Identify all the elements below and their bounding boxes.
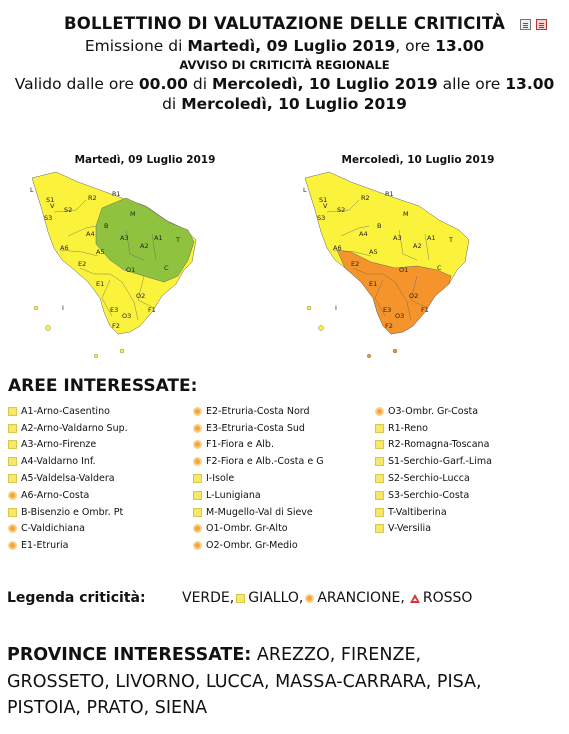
emission-line: Emissione di Martedì, 09 Luglio 2019, ore 13.00 (84, 37, 485, 55)
orange-circle-icon (8, 541, 17, 550)
yellow-square-icon (8, 508, 17, 517)
yellow-square-icon (8, 424, 17, 433)
orange-circle-icon (193, 541, 202, 550)
legend-label: Legenda criticità: (7, 590, 146, 606)
svg-text:S3: S3 (317, 214, 326, 222)
svg-text:R2: R2 (88, 194, 97, 202)
area-item: R2-Romagna-Toscana (375, 437, 492, 454)
svg-text:R2: R2 (361, 194, 370, 202)
validity-line-2: di Mercoledì, 10 Luglio 2019 (162, 95, 407, 113)
map-label-day1: Martedì, 09 Luglio 2019 (74, 154, 216, 166)
area-item: O1-Ombr. Gr-Alto (193, 521, 324, 538)
svg-text:R1: R1 (112, 190, 121, 198)
svg-text:E2: E2 (78, 260, 87, 268)
svg-text:L: L (30, 186, 34, 194)
orange-circle-icon (305, 594, 314, 603)
svg-text:O2: O2 (409, 292, 419, 300)
emission-date: Martedì, 09 Luglio 2019 (187, 37, 396, 55)
bulletin-title: BOLLETTINO DI VALUTAZIONE DELLE CRITICITÀ (63, 14, 506, 33)
yellow-square-icon (375, 474, 384, 483)
area-item: O2-Ombr. Gr-Medio (193, 537, 324, 554)
areas-column-1 (8, 403, 128, 554)
yellow-square-icon (8, 440, 17, 449)
validity-line-1: Valido dalle ore 00.00 di Mercoledì, 10 Luglio 2019 alle ore 13.00 (14, 75, 555, 93)
yellow-square-icon (193, 491, 202, 500)
areas-title: AREE INTERESSATE: (8, 376, 198, 396)
area-item: S2-Serchio-Lucca (375, 470, 492, 487)
svg-text:O1: O1 (399, 266, 409, 274)
area-item: A4-Valdarno Inf. (8, 453, 128, 470)
svg-text:L: L (303, 186, 307, 194)
emission-time: 13.00 (435, 37, 485, 55)
area-item: O3-Ombr. Gr-Costa (375, 403, 492, 420)
legend (7, 590, 472, 606)
yellow-square-icon (8, 457, 17, 466)
legend-arancione: ARANCIONE, (303, 590, 404, 606)
tuscany-map-day1[interactable] (26, 170, 202, 365)
area-item: R1-Reno (375, 420, 492, 437)
orange-circle-icon (375, 407, 384, 416)
svg-text:E2: E2 (351, 260, 360, 268)
svg-text:E1: E1 (96, 280, 105, 288)
svg-text:V: V (50, 202, 55, 210)
orange-circle-icon (193, 424, 202, 433)
areas-column-2 (193, 403, 324, 554)
alert-type: AVVISO DI CRITICITÀ REGIONALE (179, 58, 390, 72)
area-item: S3-Serchio-Costa (375, 487, 492, 504)
yellow-square-icon (375, 524, 384, 533)
svg-text:V: V (323, 202, 328, 210)
svg-text:S3: S3 (44, 214, 53, 222)
legend-verde: VERDE, (182, 590, 235, 606)
area-item: M-Mugello-Val di Sieve (193, 504, 324, 521)
svg-text:A4: A4 (86, 230, 95, 238)
provinces-label: PROVINCE INTERESSATE: (7, 645, 252, 665)
pdf-icon[interactable] (536, 19, 547, 30)
orange-circle-icon (193, 457, 202, 466)
area-item: F1-Fiora e Alb. (193, 437, 324, 454)
svg-text:A6: A6 (333, 244, 342, 252)
svg-text:A5: A5 (96, 248, 105, 256)
svg-text:T: T (449, 236, 453, 244)
svg-text:R1: R1 (385, 190, 394, 198)
yellow-square-icon (375, 457, 384, 466)
provinces-list: AREZZO, FIRENZE, GROSSETO, LIVORNO, LUCCA, MASSA-CARRARA, PISA, PISTOIA, PRATO, SIENA (7, 645, 482, 718)
yellow-square-icon (375, 508, 384, 517)
svg-text:I: I (335, 304, 337, 312)
svg-text:A1: A1 (154, 234, 163, 242)
svg-text:E1: E1 (369, 280, 378, 288)
yellow-square-icon (375, 491, 384, 500)
svg-text:S1: S1 (46, 196, 55, 204)
area-item: A1-Arno-Casentino (8, 403, 128, 420)
yellow-square-icon (193, 508, 202, 517)
yellow-square-icon (8, 474, 17, 483)
svg-text:E3: E3 (110, 306, 119, 314)
svg-text:F1: F1 (421, 306, 429, 314)
svg-text:O1: O1 (126, 266, 136, 274)
area-item: F2-Fiora e Alb.-Costa e G (193, 453, 324, 470)
svg-text:T: T (176, 236, 180, 244)
svg-text:C: C (164, 264, 169, 272)
legend-giallo: GIALLO, (234, 590, 303, 606)
area-item: T-Valtiberina (375, 504, 492, 521)
map-label-day2: Mercoledì, 10 Luglio 2019 (341, 154, 495, 166)
yellow-square-icon (375, 424, 384, 433)
area-item: L-Lunigiana (193, 487, 324, 504)
area-item: E1-Etruria (8, 537, 128, 554)
svg-text:E3: E3 (383, 306, 392, 314)
yellow-square-icon (193, 474, 202, 483)
svg-text:A1: A1 (427, 234, 436, 242)
svg-text:I: I (62, 304, 64, 312)
area-item: A3-Arno-Firenze (8, 437, 128, 454)
orange-circle-icon (193, 524, 202, 533)
tuscany-map-day2[interactable] (299, 170, 475, 365)
svg-text:M: M (130, 210, 136, 218)
area-item: A2-Arno-Valdarno Sup. (8, 420, 128, 437)
svg-text:S2: S2 (64, 206, 73, 214)
legend-rosso: ROSSO (405, 590, 473, 606)
svg-text:A3: A3 (120, 234, 129, 242)
area-item: B-Bisenzio e Ombr. Pt (8, 504, 128, 521)
area-item: E3-Etruria-Costa Sud (193, 420, 324, 437)
svg-text:O3: O3 (395, 312, 405, 320)
provinces (7, 642, 527, 722)
svg-text:A2: A2 (140, 242, 149, 250)
print-icon[interactable] (520, 19, 531, 30)
red-triangle-icon (410, 594, 420, 603)
orange-circle-icon (193, 440, 202, 449)
area-item: C-Valdichiana (8, 521, 128, 538)
svg-text:A6: A6 (60, 244, 69, 252)
svg-text:F1: F1 (148, 306, 156, 314)
svg-text:S2: S2 (337, 206, 346, 214)
svg-text:C: C (437, 264, 442, 272)
area-item: I-Isole (193, 470, 324, 487)
yellow-square-icon (375, 440, 384, 449)
yellow-square-icon (8, 407, 17, 416)
svg-text:A2: A2 (413, 242, 422, 250)
svg-text:S1: S1 (319, 196, 328, 204)
area-item: A6-Arno-Costa (8, 487, 128, 504)
svg-text:O3: O3 (122, 312, 132, 320)
areas-column-3 (375, 403, 492, 537)
svg-text:B: B (104, 222, 109, 230)
svg-text:M: M (403, 210, 409, 218)
area-item: S1-Serchio-Garf.-Lima (375, 453, 492, 470)
area-item: V-Versilia (375, 521, 492, 538)
svg-text:F2: F2 (385, 322, 393, 330)
orange-circle-icon (8, 524, 17, 533)
yellow-square-icon (236, 594, 245, 603)
area-item: A5-Valdelsa-Valdera (8, 470, 128, 487)
area-item: E2-Etruria-Costa Nord (193, 403, 324, 420)
svg-text:A4: A4 (359, 230, 368, 238)
header-icons (520, 19, 547, 30)
svg-text:F2: F2 (112, 322, 120, 330)
orange-circle-icon (193, 407, 202, 416)
bulletin-header (0, 14, 569, 113)
svg-text:A3: A3 (393, 234, 402, 242)
svg-text:O2: O2 (136, 292, 146, 300)
orange-circle-icon (8, 491, 17, 500)
svg-text:A5: A5 (369, 248, 378, 256)
svg-text:B: B (377, 222, 382, 230)
